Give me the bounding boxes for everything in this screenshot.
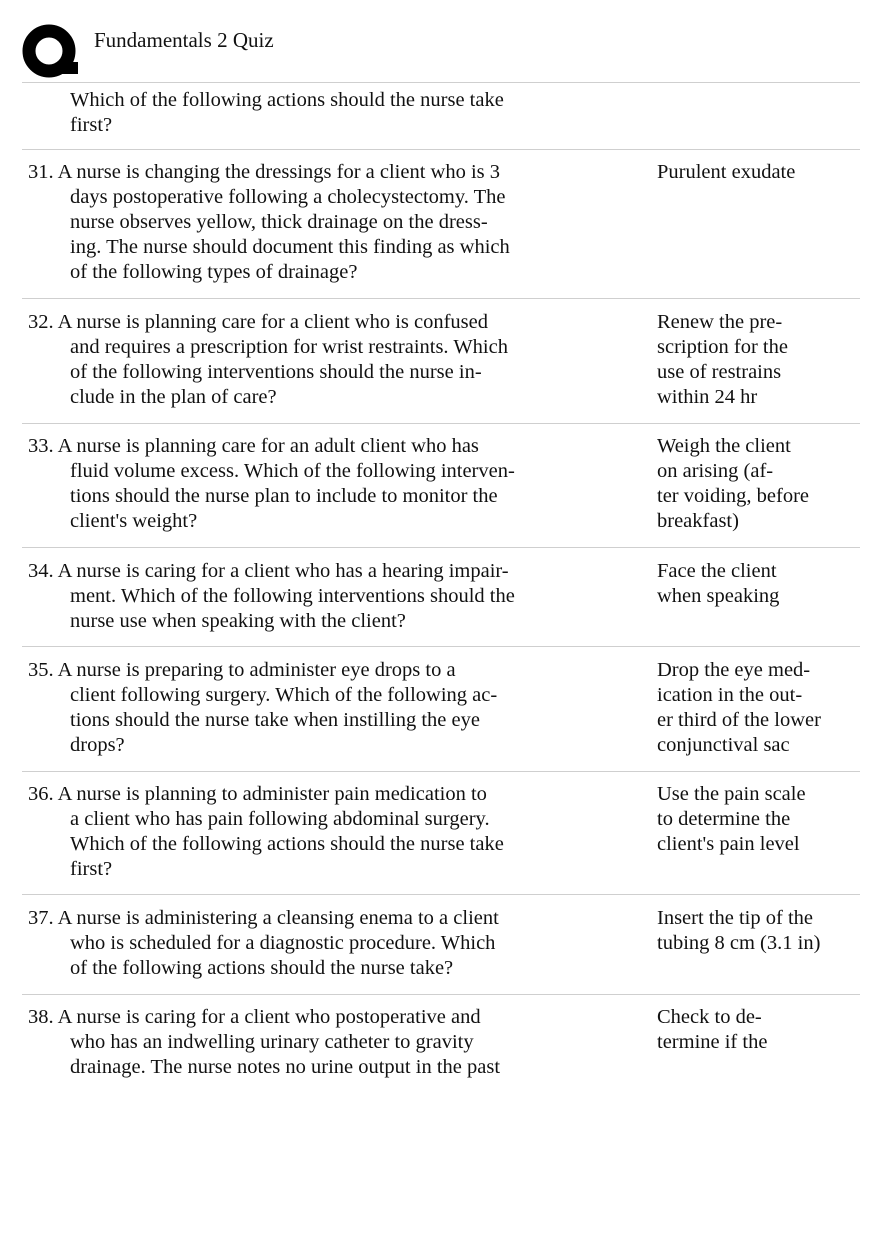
answer-38 <box>657 1005 857 1055</box>
answer-line: client's pain level <box>657 833 800 855</box>
answer-line: to determine the <box>657 808 791 830</box>
answer-line: Renew the pre- <box>657 311 783 333</box>
question-line: 36. A nurse is planning to administer pain medication to <box>28 783 487 805</box>
question-line: tions should the nurse take when instilling the eye <box>70 709 480 731</box>
question-33 <box>28 434 588 534</box>
question-line: ing. The nurse should document this finding as which <box>70 236 510 258</box>
answer-line: breakfast) <box>657 510 739 532</box>
question-line: drainage. The nurse notes no urine output in the past <box>70 1056 501 1078</box>
answer-line: Drop the eye med- <box>657 659 811 681</box>
question-line: 34. A nurse is caring for a client who has a hearing impair- <box>28 560 509 582</box>
question-line: days postoperative following a cholecystectomy. The <box>70 186 506 208</box>
answer-line: ter voiding, before <box>657 485 809 507</box>
divider <box>22 423 860 424</box>
answer-line: conjunctival sac <box>657 734 790 756</box>
answer-36 <box>657 782 857 857</box>
answer-line: scription for the <box>657 336 788 358</box>
question-line: tions should the nurse plan to include to monitor the <box>70 485 498 507</box>
answer-34 <box>657 559 857 609</box>
question-line: client's weight? <box>70 510 198 532</box>
question-35 <box>28 658 588 758</box>
question-line: 32. A nurse is planning care for a client who is confused <box>28 311 488 333</box>
answer-line: Insert the tip of the <box>657 907 813 929</box>
divider <box>22 771 860 772</box>
question-line: 33. A nurse is planning care for an adult client who has <box>28 435 479 457</box>
page-header <box>0 0 880 82</box>
question-line: 38. A nurse is caring for a client who postoperative and <box>28 1006 481 1028</box>
question-36 <box>28 782 588 882</box>
answer-line: use of restrains <box>657 361 782 383</box>
question-line: ment. Which of the following interventions should the <box>70 585 515 607</box>
question-line: first? <box>70 858 113 880</box>
question-line: clude in the plan of care? <box>70 386 277 408</box>
answer-line: Weigh the client <box>657 435 791 457</box>
question-line: 35. A nurse is preparing to administer eye drops to a <box>28 659 456 681</box>
answer-line: Use the pain scale <box>657 783 806 805</box>
question-line: nurse observes yellow, thick drainage on the dress- <box>70 211 488 233</box>
answer-line: Check to de- <box>657 1006 762 1028</box>
question-line: of the following types of drainage? <box>70 261 358 283</box>
question-line: who is scheduled for a diagnostic procedure. Which <box>70 932 496 954</box>
question-32 <box>28 310 588 410</box>
question-line: Which of the following actions should the nurse take <box>70 89 504 111</box>
divider <box>22 547 860 548</box>
answer-line: when speaking <box>657 585 780 607</box>
question-line: drops? <box>70 734 125 756</box>
answer-33 <box>657 434 857 534</box>
question-line: nurse use when speaking with the client? <box>70 610 406 632</box>
answer-line: Purulent exudate <box>657 161 796 183</box>
question-37 <box>28 906 588 981</box>
document-title: Fundamentals 2 Quiz <box>94 28 274 52</box>
question-line: fluid volume excess. Which of the following interven- <box>70 460 515 482</box>
question-line: client following surgery. Which of the following ac- <box>70 684 498 706</box>
answer-line: tubing 8 cm (3.1 in) <box>657 932 821 954</box>
question-line: who has an indwelling urinary catheter to gravity <box>70 1031 474 1053</box>
answer-32 <box>657 310 857 410</box>
question-line: and requires a prescription for wrist restraints. Which <box>70 336 508 358</box>
divider <box>22 646 860 647</box>
divider <box>22 894 860 895</box>
question-line: of the following actions should the nurse take? <box>70 957 454 979</box>
answer-line: termine if the <box>657 1031 768 1053</box>
answer-31 <box>657 160 857 185</box>
answer-line: on arising (af- <box>657 460 774 482</box>
divider <box>22 994 860 995</box>
answer-line: Face the client <box>657 560 777 582</box>
answer-37 <box>657 906 857 956</box>
answer-line: er third of the lower <box>657 709 821 731</box>
question-31 <box>28 160 588 285</box>
question-38 <box>28 1005 588 1080</box>
question-line: first? <box>70 114 113 136</box>
question-line: of the following interventions should the nurse in- <box>70 361 482 383</box>
carryover-question <box>28 88 630 138</box>
divider <box>22 149 860 150</box>
answer-line: within 24 hr <box>657 386 758 408</box>
answer-line: ication in the out- <box>657 684 803 706</box>
answer-35 <box>657 658 857 758</box>
question-line: 31. A nurse is changing the dressings for a client who is 3 <box>28 161 501 183</box>
divider <box>22 298 860 299</box>
question-34 <box>28 559 588 634</box>
question-line: a client who has pain following abdominal surgery. <box>70 808 490 830</box>
divider <box>22 82 860 83</box>
question-line: 37. A nurse is administering a cleansing enema to a client <box>28 907 499 929</box>
q-logo-icon <box>22 24 80 80</box>
question-line: Which of the following actions should the nurse take <box>70 833 504 855</box>
